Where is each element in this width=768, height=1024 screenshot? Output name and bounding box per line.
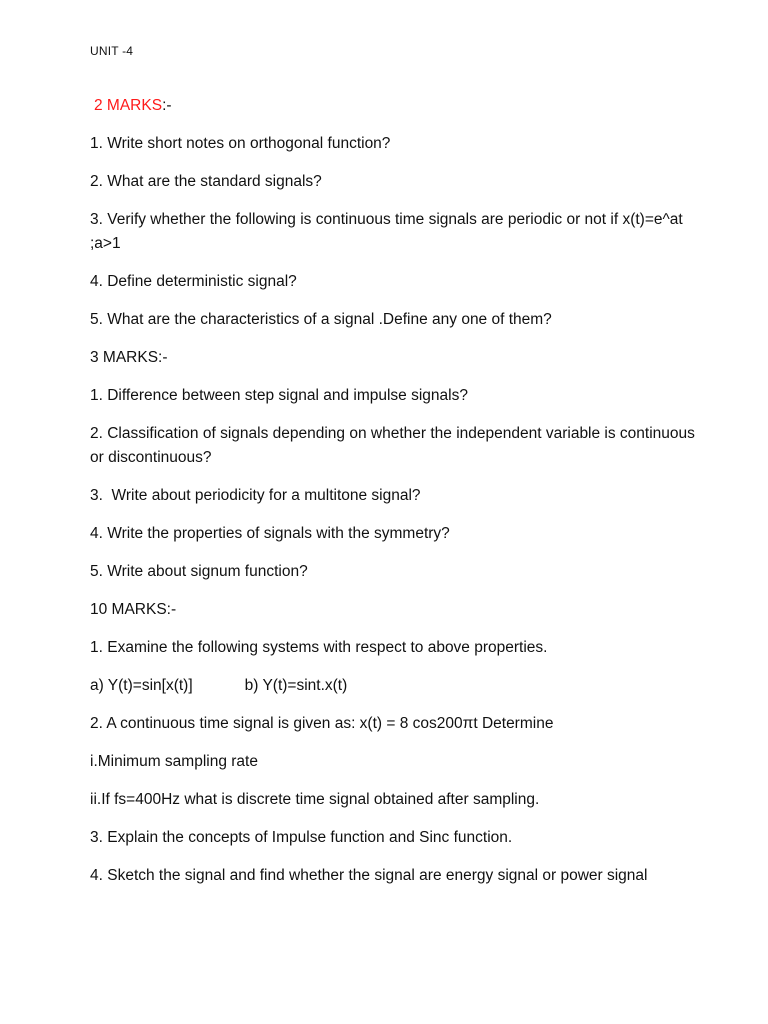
section-heading-10-marks: 10 MARKS:- [90, 601, 177, 618]
unit-label: UNIT -4 [90, 44, 134, 58]
question-2m-4: 4. Define deterministic signal? [90, 273, 297, 290]
question-10m-2-ii: ii.If fs=400Hz what is discrete time signal obtained after sampling. [90, 791, 540, 808]
question-3m-1: 1. Difference between step signal and impulse signals? [90, 387, 468, 404]
section-heading-2-marks-red: 2 MARKS [94, 97, 163, 114]
question-3m-2: 2. Classification of signals depending on whether the independent variable is continuous or discontinuous? [90, 425, 700, 466]
question-2m-3: 3. Verify whether the following is continuous time signals are periodic or not if x(t)=e^at ;a>1 [90, 211, 688, 252]
question-10m-1a: a) Y(t)=sin[x(t)] [90, 677, 193, 694]
question-3m-3: 3. Write about periodicity for a multitone signal? [90, 487, 421, 504]
question-2m-1: 1. Write short notes on orthogonal function? [90, 135, 391, 152]
question-3m-4: 4. Write the properties of signals with the symmetry? [90, 525, 450, 542]
question-10m-2-i: i.Minimum sampling rate [90, 753, 258, 770]
question-10m-2: 2. A continuous time signal is given as: x(t) = 8 cos200πt Determine [90, 715, 554, 732]
question-list [90, 94, 700, 902]
section-heading-2-marks [90, 94, 700, 118]
question-2m-5: 5. What are the characteristics of a signal .Define any one of them? [90, 311, 552, 328]
question-10m-1: 1. Examine the following systems with respect to above properties. [90, 639, 548, 656]
question-10m-1b: b) Y(t)=sint.x(t) [244, 677, 348, 694]
question-3m-5: 5. Write about signum function? [90, 563, 308, 580]
question-10m-4: 4. Sketch the signal and find whether the signal are energy signal or power signal [90, 867, 648, 884]
section-heading-2-marks-suffix: :- [162, 97, 172, 114]
section-heading-3-marks: 3 MARKS:- [90, 349, 168, 366]
question-2m-2: 2. What are the standard signals? [90, 173, 322, 190]
question-10m-3: 3. Explain the concepts of Impulse function and Sinc function. [90, 829, 513, 846]
question-10m-1-parts [90, 674, 700, 698]
